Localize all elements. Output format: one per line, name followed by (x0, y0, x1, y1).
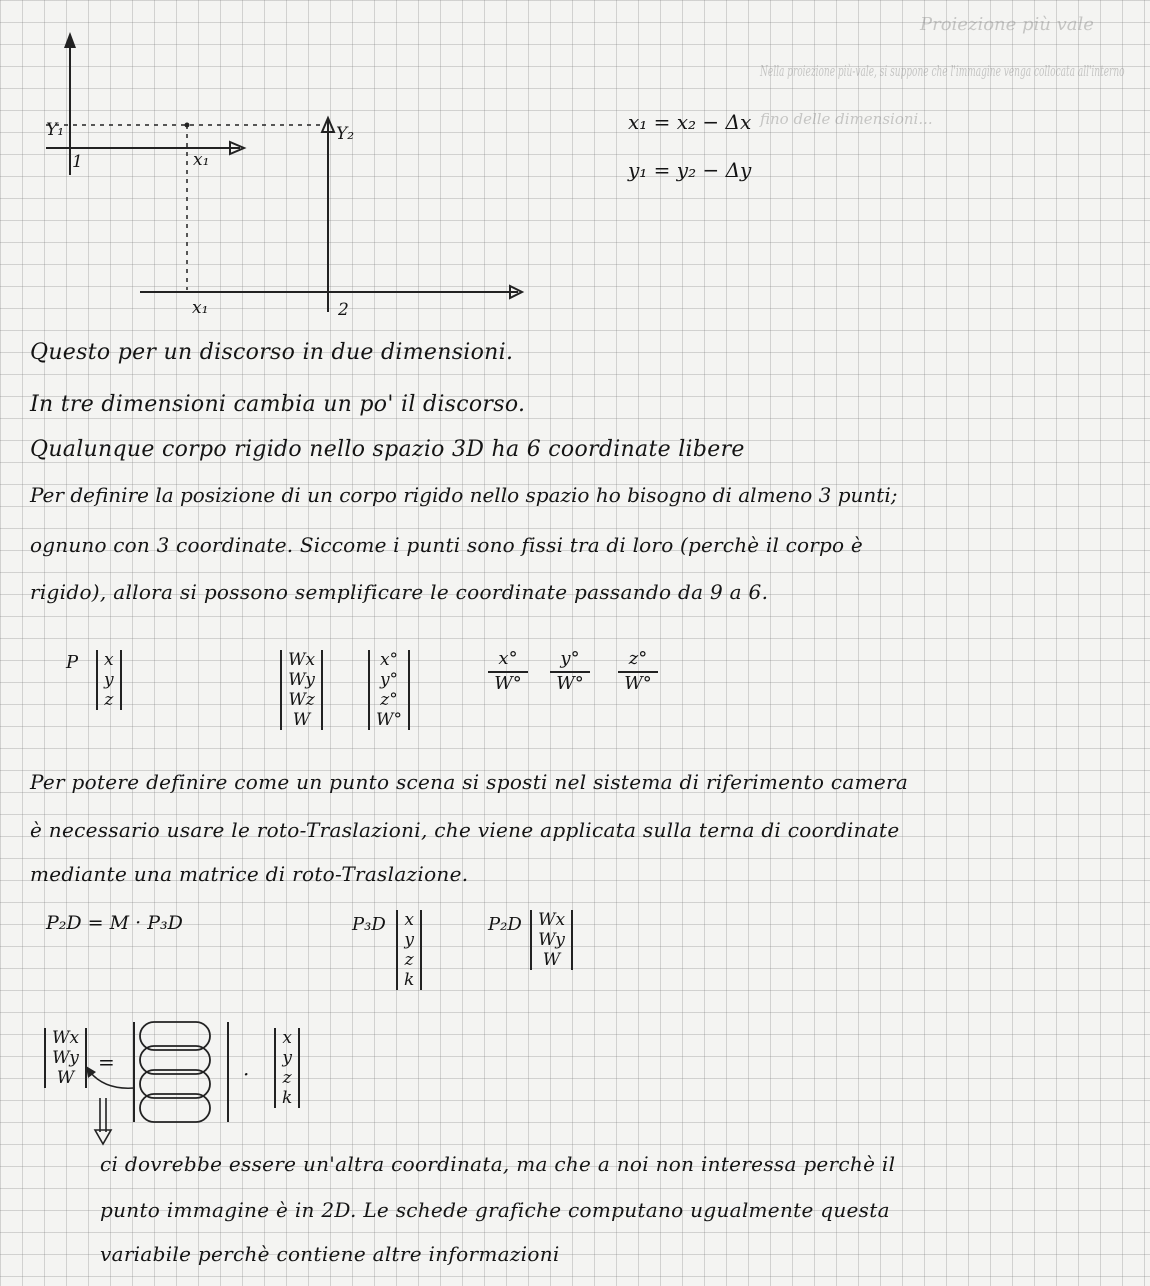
equation-y: y₁ = y₂ − Δy (628, 158, 752, 182)
fraction-x: $\frac{x^\circ}{W^\circ}$ (488, 648, 528, 694)
text-line: Per definire la posizione di un corpo rigido nello spazio ho bisogno di almeno 3 punti; (30, 483, 898, 507)
vector-homogeneous-coords: x° y° z° W° (368, 650, 410, 730)
axis-y1-arrow (64, 32, 76, 48)
point-marker (185, 123, 190, 128)
text-line: rigido), allora si possono semplificare le coordinate passando da 9 a 6. (30, 580, 769, 604)
equals-sign: = (98, 1050, 115, 1074)
text-line: In tre dimensioni cambia un po' il discorso. (30, 392, 526, 417)
p2d-label: P₂D (488, 914, 522, 935)
text-line: mediante una matrice di roto-Traslazione. (30, 862, 469, 886)
vector-lhs: Wx Wy W (44, 1028, 87, 1088)
text-line: Qualunque corpo rigido nello spazio 3D ha 6 coordinate libere (30, 437, 745, 462)
down-arrow-head (95, 1130, 111, 1144)
vector-rhs: x y z k (274, 1028, 300, 1108)
fraction-z: $\frac{z^\circ}{W^\circ}$ (618, 648, 658, 694)
bleed-through-line: fino delle dimensioni... (760, 110, 933, 128)
p3d-label: P₃D (352, 914, 386, 935)
label-y1: Y₁ (46, 120, 65, 140)
note-line: punto immagine è in 2D. Le schede grafiche computano ugualmente questa (100, 1198, 890, 1222)
text-line: Per potere definire come un punto scena si sposti nel sistema di riferimento camera (30, 770, 909, 794)
point-p-label: P (66, 652, 79, 673)
text-line: ognuno con 3 coordinate. Siccome i punti sono fissi tra di loro (perchè il corpo è (30, 533, 863, 557)
vector-w-homogeneous: Wx Wy Wz W (280, 650, 323, 730)
multiply-dot: · (243, 1062, 250, 1086)
bleed-through-line: Nella proiezione più-vale, si suppone che l'immagine venga collocata all'interno (760, 62, 1125, 80)
projection-formula: P₂D = M · P₃D (46, 912, 183, 934)
vector-p3d: x y z k (396, 910, 422, 990)
equation-x: x₁ = x₂ − Δx (628, 110, 752, 134)
text-line: Questo per un discorso in due dimensioni. (30, 340, 514, 365)
vector-p: x y z (96, 650, 122, 710)
bleed-through-title: Proiezione più vale (920, 14, 1094, 35)
vector-p2d: Wx Wy W (530, 910, 573, 970)
label-origin-1: 1 (72, 152, 83, 172)
text-line: è necessario usare le roto-Traslazioni, che viene applicata sulla terna di coordinate (30, 818, 900, 842)
pointer-curve (90, 1072, 134, 1088)
label-x1-top: x₁ (193, 150, 210, 170)
label-x1-bottom: x₁ (192, 298, 209, 318)
fraction-y: $\frac{y^\circ}{W^\circ}$ (550, 648, 590, 694)
label-origin-2: 2 (338, 300, 349, 320)
note-line: ci dovrebbe essere un'altra coordinata, ma che a noi non interessa perchè il (100, 1152, 896, 1176)
label-y2: Y₂ (336, 124, 355, 144)
note-line: variabile perchè contiene altre informazioni (100, 1242, 560, 1266)
